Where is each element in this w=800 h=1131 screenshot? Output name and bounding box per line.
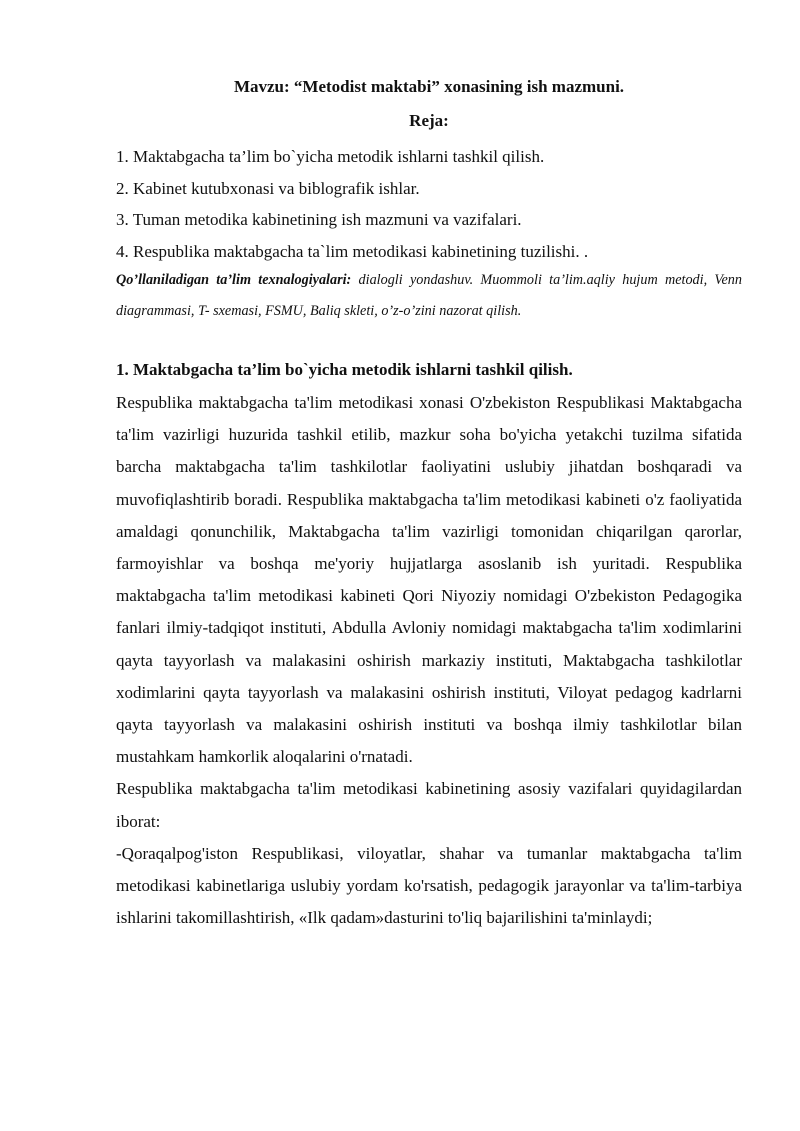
plan-heading: Reja:	[409, 111, 449, 130]
technologies-paragraph	[116, 265, 742, 327]
section-heading: 1. Maktabgacha ta’lim bo`yicha metodik ishlarni tashkil qilish.	[116, 360, 573, 379]
plan-list	[116, 141, 742, 267]
plan-item: 4. Respublika maktabgacha ta`lim metodikasi kabinetining tuzilishi. .	[116, 241, 589, 261]
body-paragraph: Respublika maktabgacha ta'lim metodikasi xonasi O'zbekiston Respublikasi Maktabgacha ta'lim vazirligi huzurida tashkil etilib, mazkur soha bo'yicha yetakchi tuzilma sifatida barcha maktabgacha ta'lim tashkilotlar faoliyatini uslubiy jihatdan boshqaradi va muvofiqlashtirib boradi. Respublika maktabgacha ta'lim metodikasi kabineti o'z faoliyatida amaldagi qonunchilik, Maktabgacha ta'lim vazirligi tomonidan chiqarilgan qarorlar, farmoyishlar va boshqa me'yoriy hujjatlarga asoslanib ish yuritadi. Respublika maktabgacha ta'lim metodikasi kabineti Qori Niyoziy nomidagi O'zbekiston Pedagogika fanlari ilmiy-tadqiqot instituti, Abdulla Avloniy nomidagi maktabgacha ta'lim xodimlarini qayta tayyorlash va malakasini oshirish markaziy instituti, Maktabgacha tashkilotlar xodimlarini qayta tayyorlash va malakasini oshirish instituti, Viloyat pedagog kadrlarni qayta tayyorlash va malakasini oshirish instituti va boshqa ilmiy tashkilotlar bilan mustahkam hamkorlik aloqalarini o'rnatadi.	[116, 393, 742, 767]
body-text	[116, 387, 742, 934]
technologies-list: dialogli yondashuv. Muommoli ta’lim.aqliy hujum metodi, Venn diagrammasi, T- sxemasi, FSMU, Baliq skleti, o’z-o’zini nazorat qilish.	[116, 272, 742, 319]
body-paragraph: -Qoraqalpog'iston Respublikasi, viloyatlar, shahar va tumanlar maktabgacha ta'lim metodikasi kabinetlariga uslubiy yordam ko'rsatish, pedagogik jarayonlar va ta'lim-tarbiya ishlarini takomillashtirish, «Ilk qadam»dasturini to'liq bajarilishini ta'minlaydi;	[116, 843, 742, 928]
plan-item: 3. Tuman metodika kabinetining ish mazmuni va vazifalari.	[116, 210, 522, 229]
technologies-label: Qo’llaniladigan ta’lim texnalogiyalari:	[116, 272, 352, 288]
plan-item: 1. Maktabgacha ta’lim bo`yicha metodik ishlarni tashkil qilish.	[116, 147, 545, 166]
body-paragraph: Respublika maktabgacha ta'lim metodikasi kabinetining asosiy vazifalari quyidagilardan iborat:	[116, 779, 742, 831]
document-title: Mavzu: “Metodist maktabi” xonasining ish mazmuni.	[233, 77, 625, 96]
plan-item: 2. Kabinet kutubxonasi va biblografik ishlar.	[116, 178, 420, 198]
